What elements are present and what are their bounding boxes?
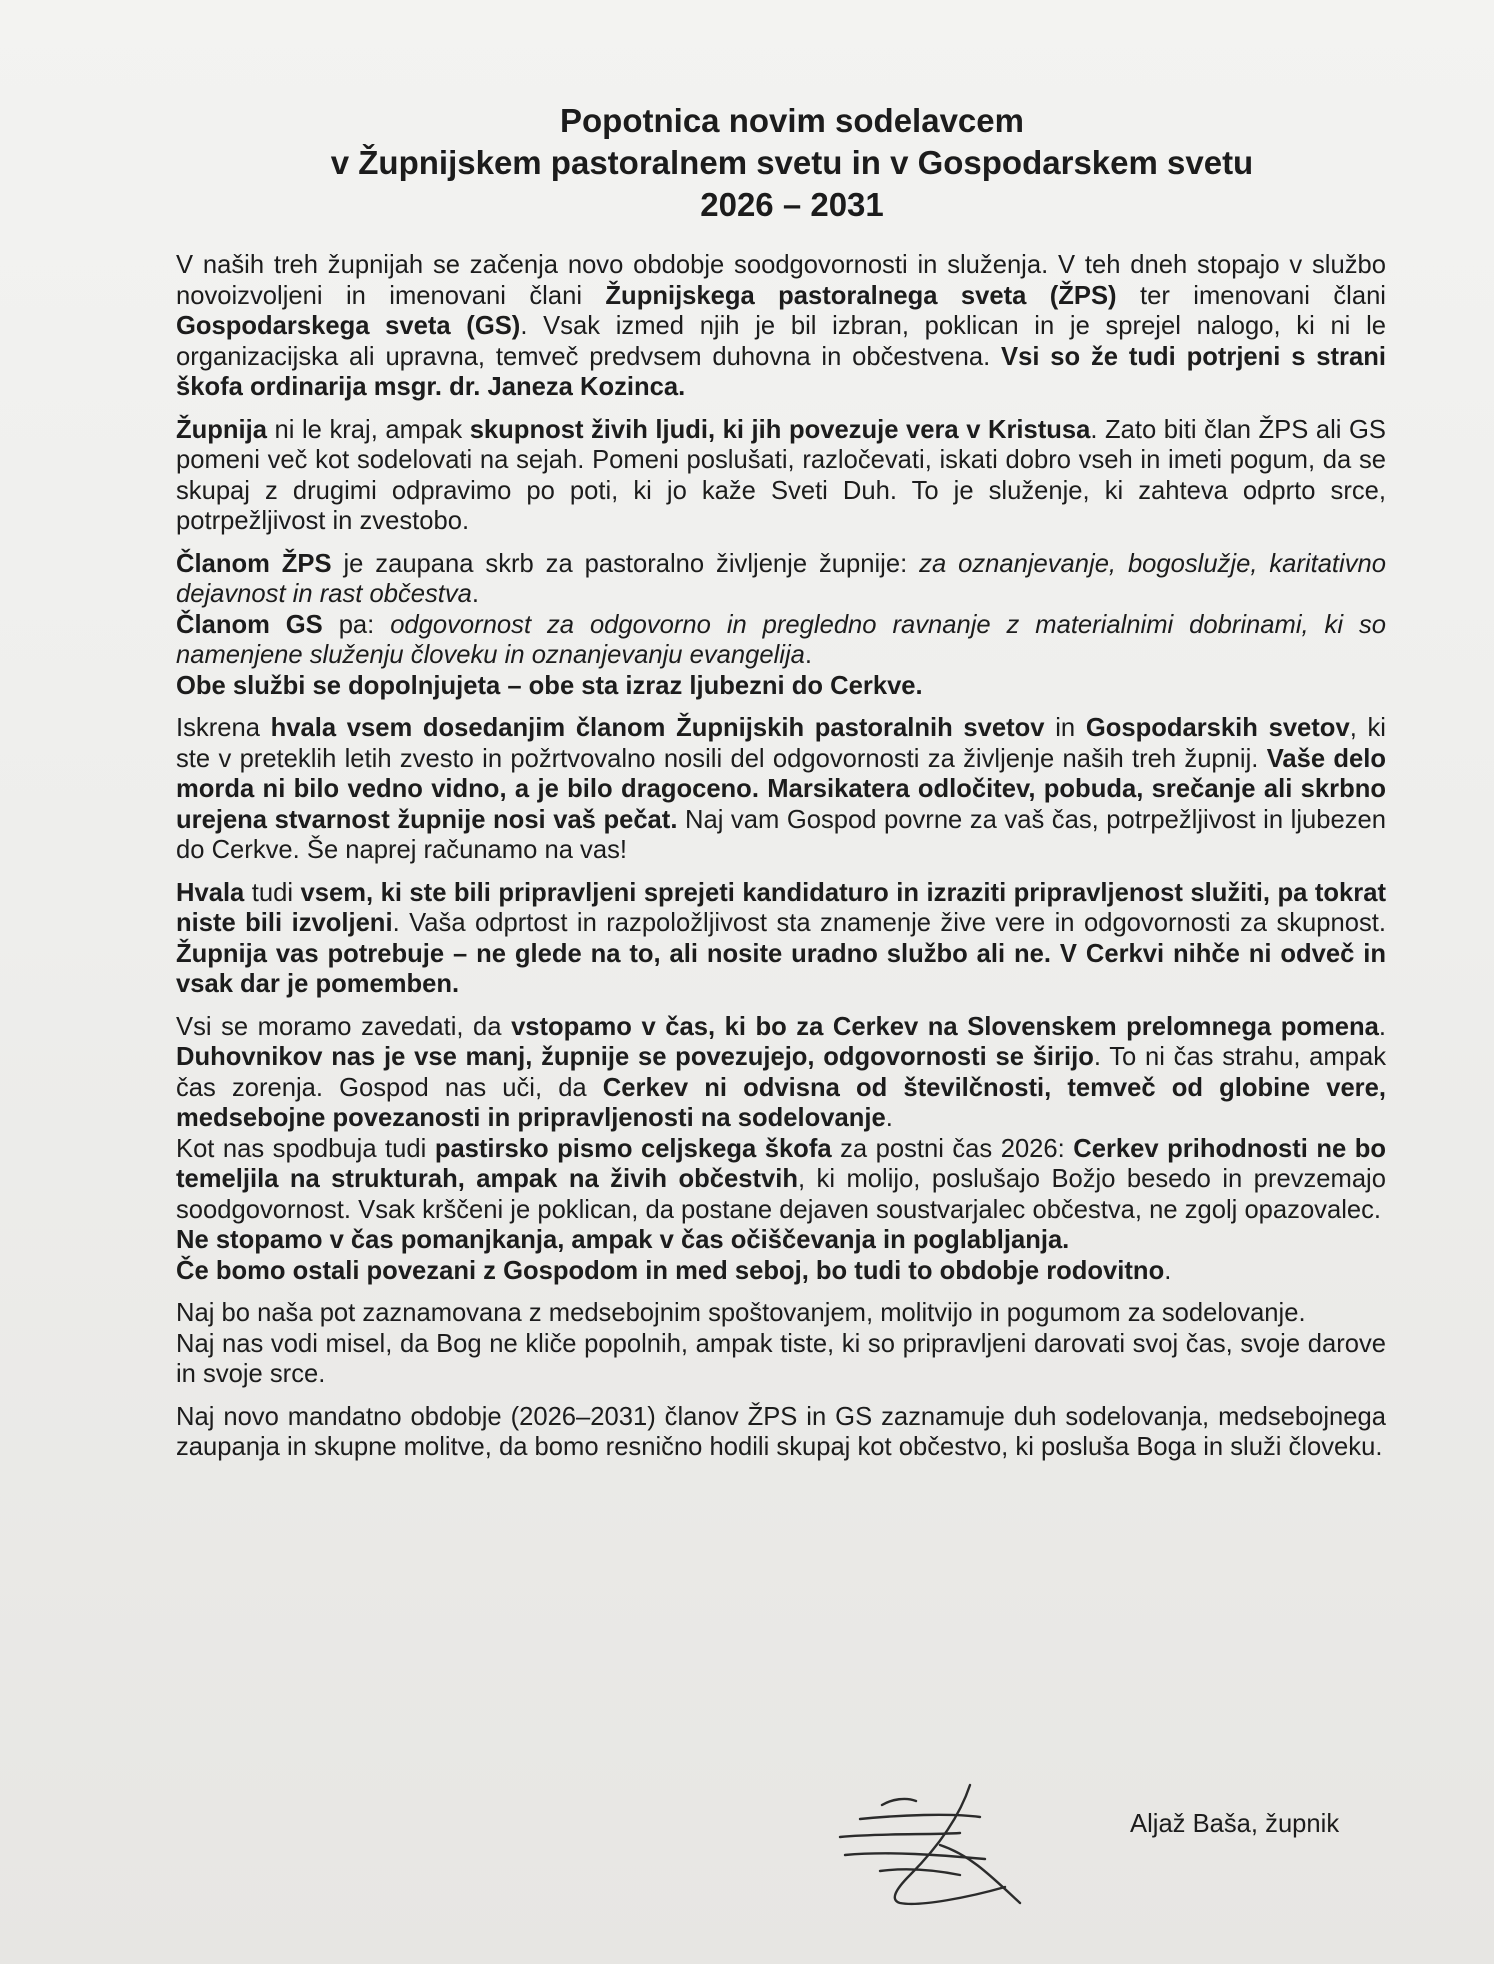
paragraph-zps-members: Članom ŽPS je zaupana skrb za pastoralno življenje župnije: za oznanjevanje, bogoslužje, karitativno dejavnost in rast občestva. (176, 549, 1386, 608)
paragraph-parish: Župnija ni le kraj, ampak skupnost živih ljudi, ki jih povezuje vera v Kristusa. Zato biti član ŽPS ali GS pomeni več kot sodelovati na sejah. Pomeni poslušati, razločevati, iskati dobro vseh in imeti pogum, da se skupaj z drugimi odpravimo po poti, ki jo kaže Sveti Duh. To je služenje, ki zahteva odprto srce, potrpežljivost in zvestobo. (176, 415, 1386, 535)
paragraph-thanks-former: Iskrena hvala vsem dosedanjim članom Župnijskih pastoralnih svetov in Gospodarskih svetov, ki ste v preteklih letih zvesto in požrtvovalno nosili del odgovornosti za življenje naših treh župnij. Vaše delo morda ni bilo vedno vidno, a je bilo dragoceno. Marsikatera odločitev, pobuda, srečanje ali skrbno urejena stvarnost župnije nosi vaš pečat. Naj vam Gospod povrne za vaš čas, potrpežljivost in ljubezen do Cerkve. Še naprej računamo na vas! (176, 714, 1386, 864)
document-body (176, 250, 1386, 1475)
paragraph-thanks-candidates: Hvala tudi vsem, ki ste bili pripravljeni sprejeti kandidaturo in izraziti pripravljenost služiti, pa tokrat niste bili izvoljeni. Vaša odprtost in razpoložljivost sta znamenje žive vere in odgovornosti za skupnost. Župnija vas potrebuje – ne glede na to, ali nosite uradno službo ali ne. V Cerkvi nihče ni odveč in vsak dar je pomemben. (176, 878, 1386, 998)
paragraph-purification: Ne stopamo v čas pomanjkanja, ampak v čas očiščevanja in poglabljanja. (176, 1226, 1070, 1254)
paragraph-god-calls: Naj nas vodi misel, da Bog ne kliče popolnih, ampak tiste, ki so pripravljeni darovati svoj čas, svoje darove in svoje srce. (176, 1329, 1386, 1388)
paragraph-pastoral-letter: Kot nas spodbuja tudi pastirsko pismo celjskega škofa za postni čas 2026: Cerkev prihodnosti ne bo temeljila na strukturah, ampak na živih občestvih, ki molijo, poslušajo Božjo besedo in prevzemajo soodgovornost. Vsak krščeni je poklican, da postane dejaven soustvarjalec občestva, ne zgolj opazovalec. (176, 1134, 1386, 1224)
document-title (0, 100, 1494, 226)
paragraph-both-services: Obe službi se dopolnjujeta – obe sta izraz ljubezni do Cerkve. (176, 671, 923, 700)
signature-name: Aljaž Baša, župnik (1130, 1810, 1340, 1838)
paragraph-path: Naj bo naša pot zaznamovana z medsebojnim spoštovanjem, molitvijo in pogumom za sodelovanje. (176, 1299, 1306, 1327)
title-line-1: Popotnica novim sodelavcem (560, 102, 1024, 139)
paragraph-awareness: Vsi se moramo zavedati, da vstopamo v čas, ki bo za Cerkev na Slovenskem prelomnega pomena. Duhovnikov nas je vse manj, župnije se povezujejo, odgovornosti se širijo. To ni čas strahu, ampak čas zorenja. Gospod nas uči, da Cerkev ni odvisna od številčnosti, temveč od globine vere, medsebojne povezanosti in pripravljenosti na sodelovanje. (176, 1012, 1386, 1132)
title-line-3: 2026 – 2031 (700, 186, 884, 223)
paragraph-intro: V naših treh župnijah se začenja novo obdobje soodgovornosti in služenja. V teh dneh stopajo v službo novoizvoljeni in imenovani člani Župnijskega pastoralnega sveta (ŽPS) ter imenovani člani Gospodarskega sveta (GS). Vsak izmed njih je bil izbran, poklican in je sprejel nalogo, ki ni le organizacijska ali upravna, temveč predvsem duhovna in občestvena. Vsi so že tudi potrjeni s strani škofa ordinarija msgr. dr. Janeza Kozinca. (176, 251, 1386, 401)
paragraph-gs-members: Članom GS pa: odgovornost za odgovorno in pregledno ravnanje z materialnimi dobrinami, ki so namenjene služenju človeku in oznanjevanju evangelija. (176, 610, 1386, 669)
handwritten-signature (820, 1775, 1050, 1915)
paragraph-fruitful: Če bomo ostali povezani z Gospodom in med seboj, bo tudi to obdobje rodovitno. (176, 1256, 1172, 1285)
paragraph-closing: Naj novo mandatno obdobje (2026–2031) članov ŽPS in GS zaznamuje duh sodelovanja, medsebojnega zaupanja in skupne molitve, da bomo resnično hodili skupaj kot občestvo, ki posluša Boga in služi človeku. (176, 1402, 1386, 1461)
title-line-2: v Župnijskem pastoralnem svetu in v Gospodarskem svetu (330, 144, 1254, 181)
